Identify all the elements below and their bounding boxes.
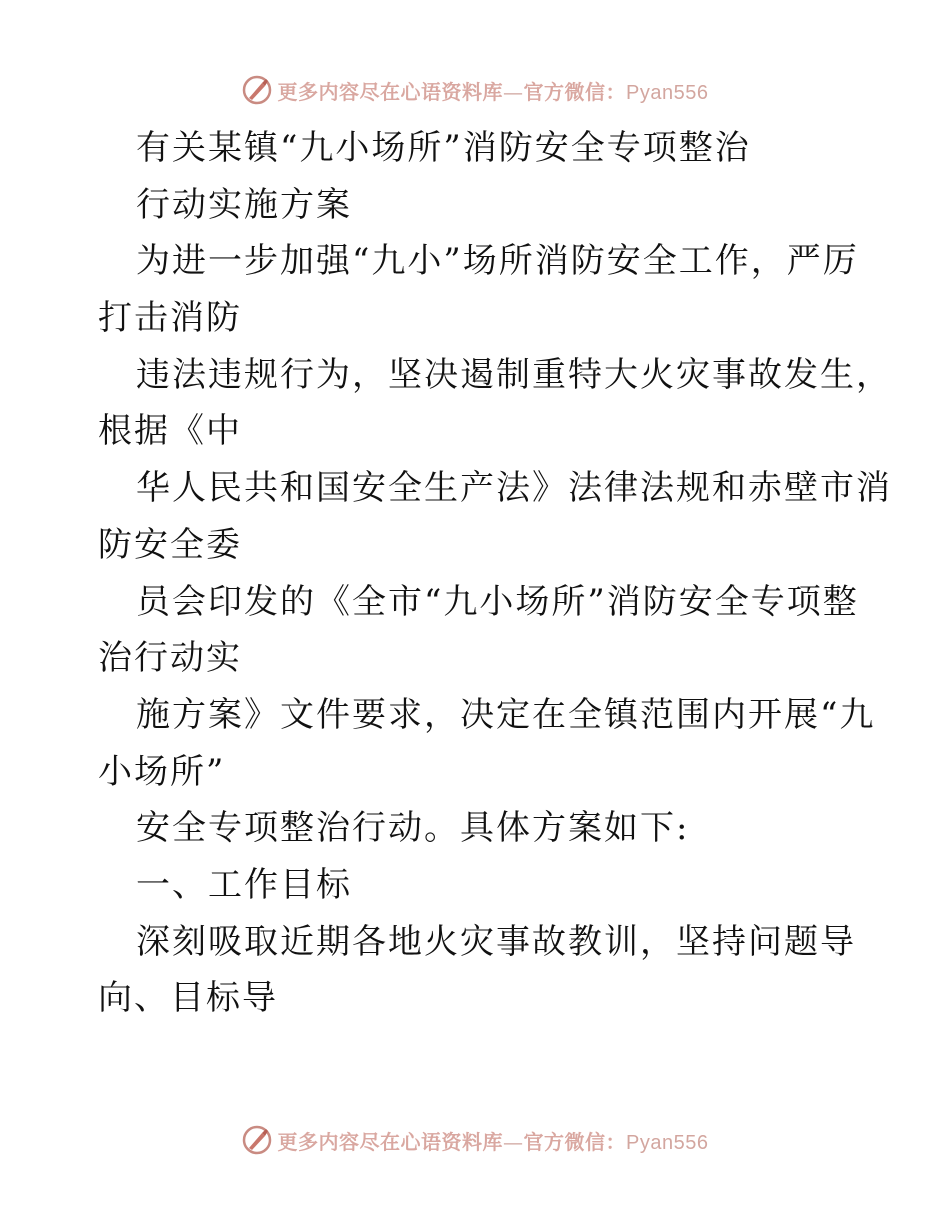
paragraph-line: 打击消防 (98, 298, 242, 339)
paragraph-line: 华人民共和国安全生产法》法律法规和赤壁市消 (136, 468, 892, 509)
quill-logo-icon (242, 75, 272, 105)
paragraph-line: 安全专项整治行动。具体方案如下: (136, 808, 690, 849)
section-heading: 一、工作目标 (136, 864, 352, 905)
paragraph-line: 向、目标导 (98, 978, 278, 1019)
quill-logo-icon (242, 1125, 272, 1155)
watermark-text: 更多内容尽在心语资料库—官方微信：Pyan556 (277, 1129, 709, 1154)
paragraph-line: 根据《中 (98, 411, 242, 452)
paragraph-line: 深刻吸取近期各地火灾事故教训，坚持问题导 (136, 921, 856, 962)
paragraph-line: 为进一步加强“九小”场所消防安全工作，严厉 (136, 241, 859, 282)
footer-watermark (0, 1122, 950, 1158)
paragraph-line: 违法违规行为，坚决遏制重特大火灾事故发生， (136, 354, 892, 395)
paragraph-line: 防安全委 (98, 524, 242, 565)
watermark-text: 更多内容尽在心语资料库—官方微信：Pyan556 (277, 79, 709, 104)
paragraph-line: 员会印发的《全市“九小场所”消防安全专项整 (136, 581, 859, 622)
header-watermark (0, 72, 950, 108)
paragraph-line: 治行动实 (98, 638, 242, 679)
paragraph-line: 施方案》文件要求，决定在全镇范围内开展“九 (136, 694, 876, 735)
title-line-2: 行动实施方案 (136, 184, 352, 225)
paragraph-line: 小场所” (98, 751, 226, 792)
title-line-1: 有关某镇“九小场所”消防安全专项整治 (136, 128, 751, 168)
document-body (98, 120, 892, 1027)
